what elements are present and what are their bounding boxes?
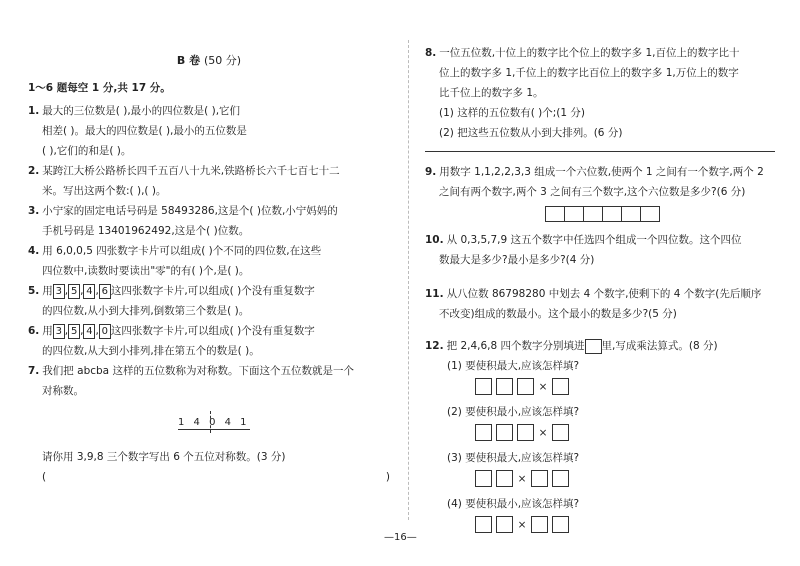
question-text: 之间有两个数字,两个 3 之间有三个数字,这个六位数是多少?(6 分) (439, 186, 746, 198)
question-6: 6. 用 3 , 5 , 4 , 0 这四张数字卡片,可以组成( )个没有重复数字 的四位数,从大到小排列,排在第五个的数是( )。 (28, 321, 390, 361)
digit-box[interactable] (531, 470, 548, 487)
right-column (425, 43, 775, 540)
digit-box[interactable] (531, 516, 548, 533)
question-7 (28, 361, 390, 487)
question-4 (28, 241, 390, 281)
question-number: 7. (28, 365, 40, 377)
question-text: 用数字 1,1,2,2,3,3 组成一个六位数,使两个 1 之间有一个数字,两个 2 (439, 166, 764, 178)
question-1 (28, 101, 390, 161)
question-text: 的四位数,从小到大排列,倒数第三个数是( )。 (42, 305, 250, 317)
figure-digits: 1 4 0 4 1 (178, 417, 250, 428)
digit-box[interactable] (552, 378, 569, 395)
digit-box[interactable] (496, 470, 513, 487)
question-number: 5. (28, 285, 40, 297)
digit-card: 3 (53, 284, 65, 299)
digit-card: 0 (99, 324, 111, 339)
section-title (28, 52, 390, 68)
question-number: 6. (28, 325, 40, 337)
question-text: 小宁家的固定电话号码是 58493286,这是个( )位数,小宁妈妈的 (42, 205, 338, 217)
question-text: 用 6,0,0,5 四张数字卡片可以组成( )个不同的四位数,在这些 (42, 245, 322, 257)
digit-card: 4 (83, 324, 95, 339)
question-text: 我们把 abcba 这样的五位数称为对称数。下面这个五位数就是一个 (42, 365, 354, 377)
question-5: 5. 用 3 , 5 , 4 , 6 这四张数字卡片,可以组成( )个没有重复数字 的四位数,从小到大排列,倒数第三个数是( )。 (28, 281, 390, 321)
column-divider (408, 40, 410, 520)
digit-card: 5 (68, 284, 80, 299)
question-text: 从八位数 86798280 中划去 4 个数字,使剩下的 4 个数字(先后顺序 (446, 288, 762, 300)
digit-box[interactable] (552, 424, 569, 441)
question-10 (425, 230, 775, 270)
digit-box[interactable] (475, 516, 492, 533)
question-text: 对称数。 (42, 385, 84, 397)
question-text: 从 0,3,5,7,9 这五个数字中任选四个组成一个四位数。这个四位 (446, 234, 742, 246)
question-number: 8. (425, 47, 437, 59)
page-number: —16— (384, 532, 417, 543)
sub-question: (2) 要使积最小,应该怎样填? (447, 406, 580, 418)
answer-cell[interactable] (564, 206, 584, 222)
multiplication-boxes-1 (475, 378, 775, 398)
question-number: 2. (28, 165, 40, 177)
question-text: 的四位数,从大到小排列,排在第五个的数是( )。 (42, 345, 260, 357)
answer-paren-close: ) (385, 471, 390, 483)
sub-question: (1) 要使积最大,应该怎样填? (447, 360, 580, 372)
question-text: 请你用 3,9,8 三个数字写出 6 个五位对称数。(3 分) (42, 451, 286, 463)
times-sign: × (538, 426, 548, 439)
question-text: 里,写成乘法算式。(8 分) (601, 340, 718, 352)
question-text: 四位数中,读数时要读出"零"的有( )个,是( )。 (42, 265, 250, 277)
question-text: ( ),它们的和是( )。 (42, 145, 132, 157)
question-text: 一位五位数,十位上的数字比个位上的数字多 1,百位上的数字比十 (439, 47, 740, 59)
section-score: (50 分) (203, 54, 242, 67)
question-text: 米。写出这两个数:( ),( )。 (42, 185, 167, 197)
sub-question: (2) 把这些五位数从小到大排列。(6 分) (439, 127, 623, 139)
answer-cell[interactable] (545, 206, 565, 222)
sub-question: (3) 要使积最大,应该怎样填? (447, 452, 580, 464)
placeholder-box (585, 339, 602, 354)
symmetric-number-figure (178, 411, 258, 441)
digit-card: 3 (53, 324, 65, 339)
digit-box[interactable] (517, 424, 534, 441)
digit-card: 6 (99, 284, 111, 299)
question-text: 最大的三位数是( ),最小的四位数是( ),它们 (42, 105, 241, 117)
question-number: 12. (425, 340, 444, 352)
question-text: 数最大是多少?最小是多少?(4 分) (439, 254, 595, 266)
multiplication-boxes-4 (475, 516, 775, 536)
question-2 (28, 161, 390, 201)
question-text: 用 (42, 325, 53, 337)
answer-cell[interactable] (583, 206, 603, 222)
question-text: 把 2,4,6,8 四个数字分别填进 (446, 340, 585, 352)
question-text: 手机号码是 13401962492,这是个( )位数。 (42, 225, 250, 237)
digit-card: 5 (68, 324, 80, 339)
question-text: 不改变)组成的数最小。这个最小的数是多少?(5 分) (439, 308, 677, 320)
digit-box[interactable] (475, 378, 492, 395)
answer-cell[interactable] (621, 206, 641, 222)
digit-box[interactable] (552, 516, 569, 533)
section-rule (425, 151, 775, 152)
multiplication-boxes-3 (475, 470, 775, 490)
question-number: 11. (425, 288, 444, 300)
sub-question: (1) 这样的五位数有( )个;(1 分) (439, 107, 585, 119)
multiplication-boxes-2 (475, 424, 775, 444)
figure-baseline (178, 429, 250, 430)
question-text: 位上的数字多 1,千位上的数字比百位上的数字多 1,万位上的数字 (439, 67, 739, 79)
question-12 (425, 336, 775, 536)
question-number: 4. (28, 245, 40, 257)
question-number: 9. (425, 166, 437, 178)
digit-box[interactable] (496, 378, 513, 395)
digit-box[interactable] (517, 378, 534, 395)
question-text: 这四张数字卡片,可以组成( )个没有重复数字 (110, 325, 315, 337)
question-3 (28, 201, 390, 241)
question-number: 10. (425, 234, 444, 246)
answer-cell[interactable] (602, 206, 622, 222)
question-text: 相差( )。最大的四位数是( ),最小的五位数是 (42, 125, 247, 137)
times-sign: × (517, 472, 527, 485)
digit-box[interactable] (475, 470, 492, 487)
sub-question: (4) 要使积最小,应该怎样填? (447, 498, 580, 510)
times-sign: × (517, 518, 527, 531)
digit-box[interactable] (475, 424, 492, 441)
digit-card: 4 (83, 284, 95, 299)
digit-box[interactable] (496, 516, 513, 533)
section-title-label: B 卷 (176, 54, 201, 67)
left-column (28, 48, 390, 487)
question-number: 1. (28, 105, 40, 117)
digit-box[interactable] (552, 470, 569, 487)
question-number: 3. (28, 205, 40, 217)
question-text: 某跨江大桥公路桥长四千五百八十九米,铁路桥长六千七百七十二 (42, 165, 340, 177)
question-9 (425, 162, 775, 222)
digit-box[interactable] (496, 424, 513, 441)
instruction: 1～6 题每空 1 分,共 17 分。 (28, 82, 171, 94)
answer-cell[interactable] (640, 206, 660, 222)
question-11 (425, 284, 775, 324)
six-digit-answer-boxes (545, 206, 775, 222)
answer-paren-open: ( (42, 471, 47, 483)
question-text: 比千位上的数字多 1。 (439, 87, 544, 99)
times-sign: × (538, 380, 548, 393)
question-text: 用 (42, 285, 53, 297)
question-8 (425, 43, 775, 143)
question-text: 这四张数字卡片,可以组成( )个没有重复数字 (110, 285, 315, 297)
